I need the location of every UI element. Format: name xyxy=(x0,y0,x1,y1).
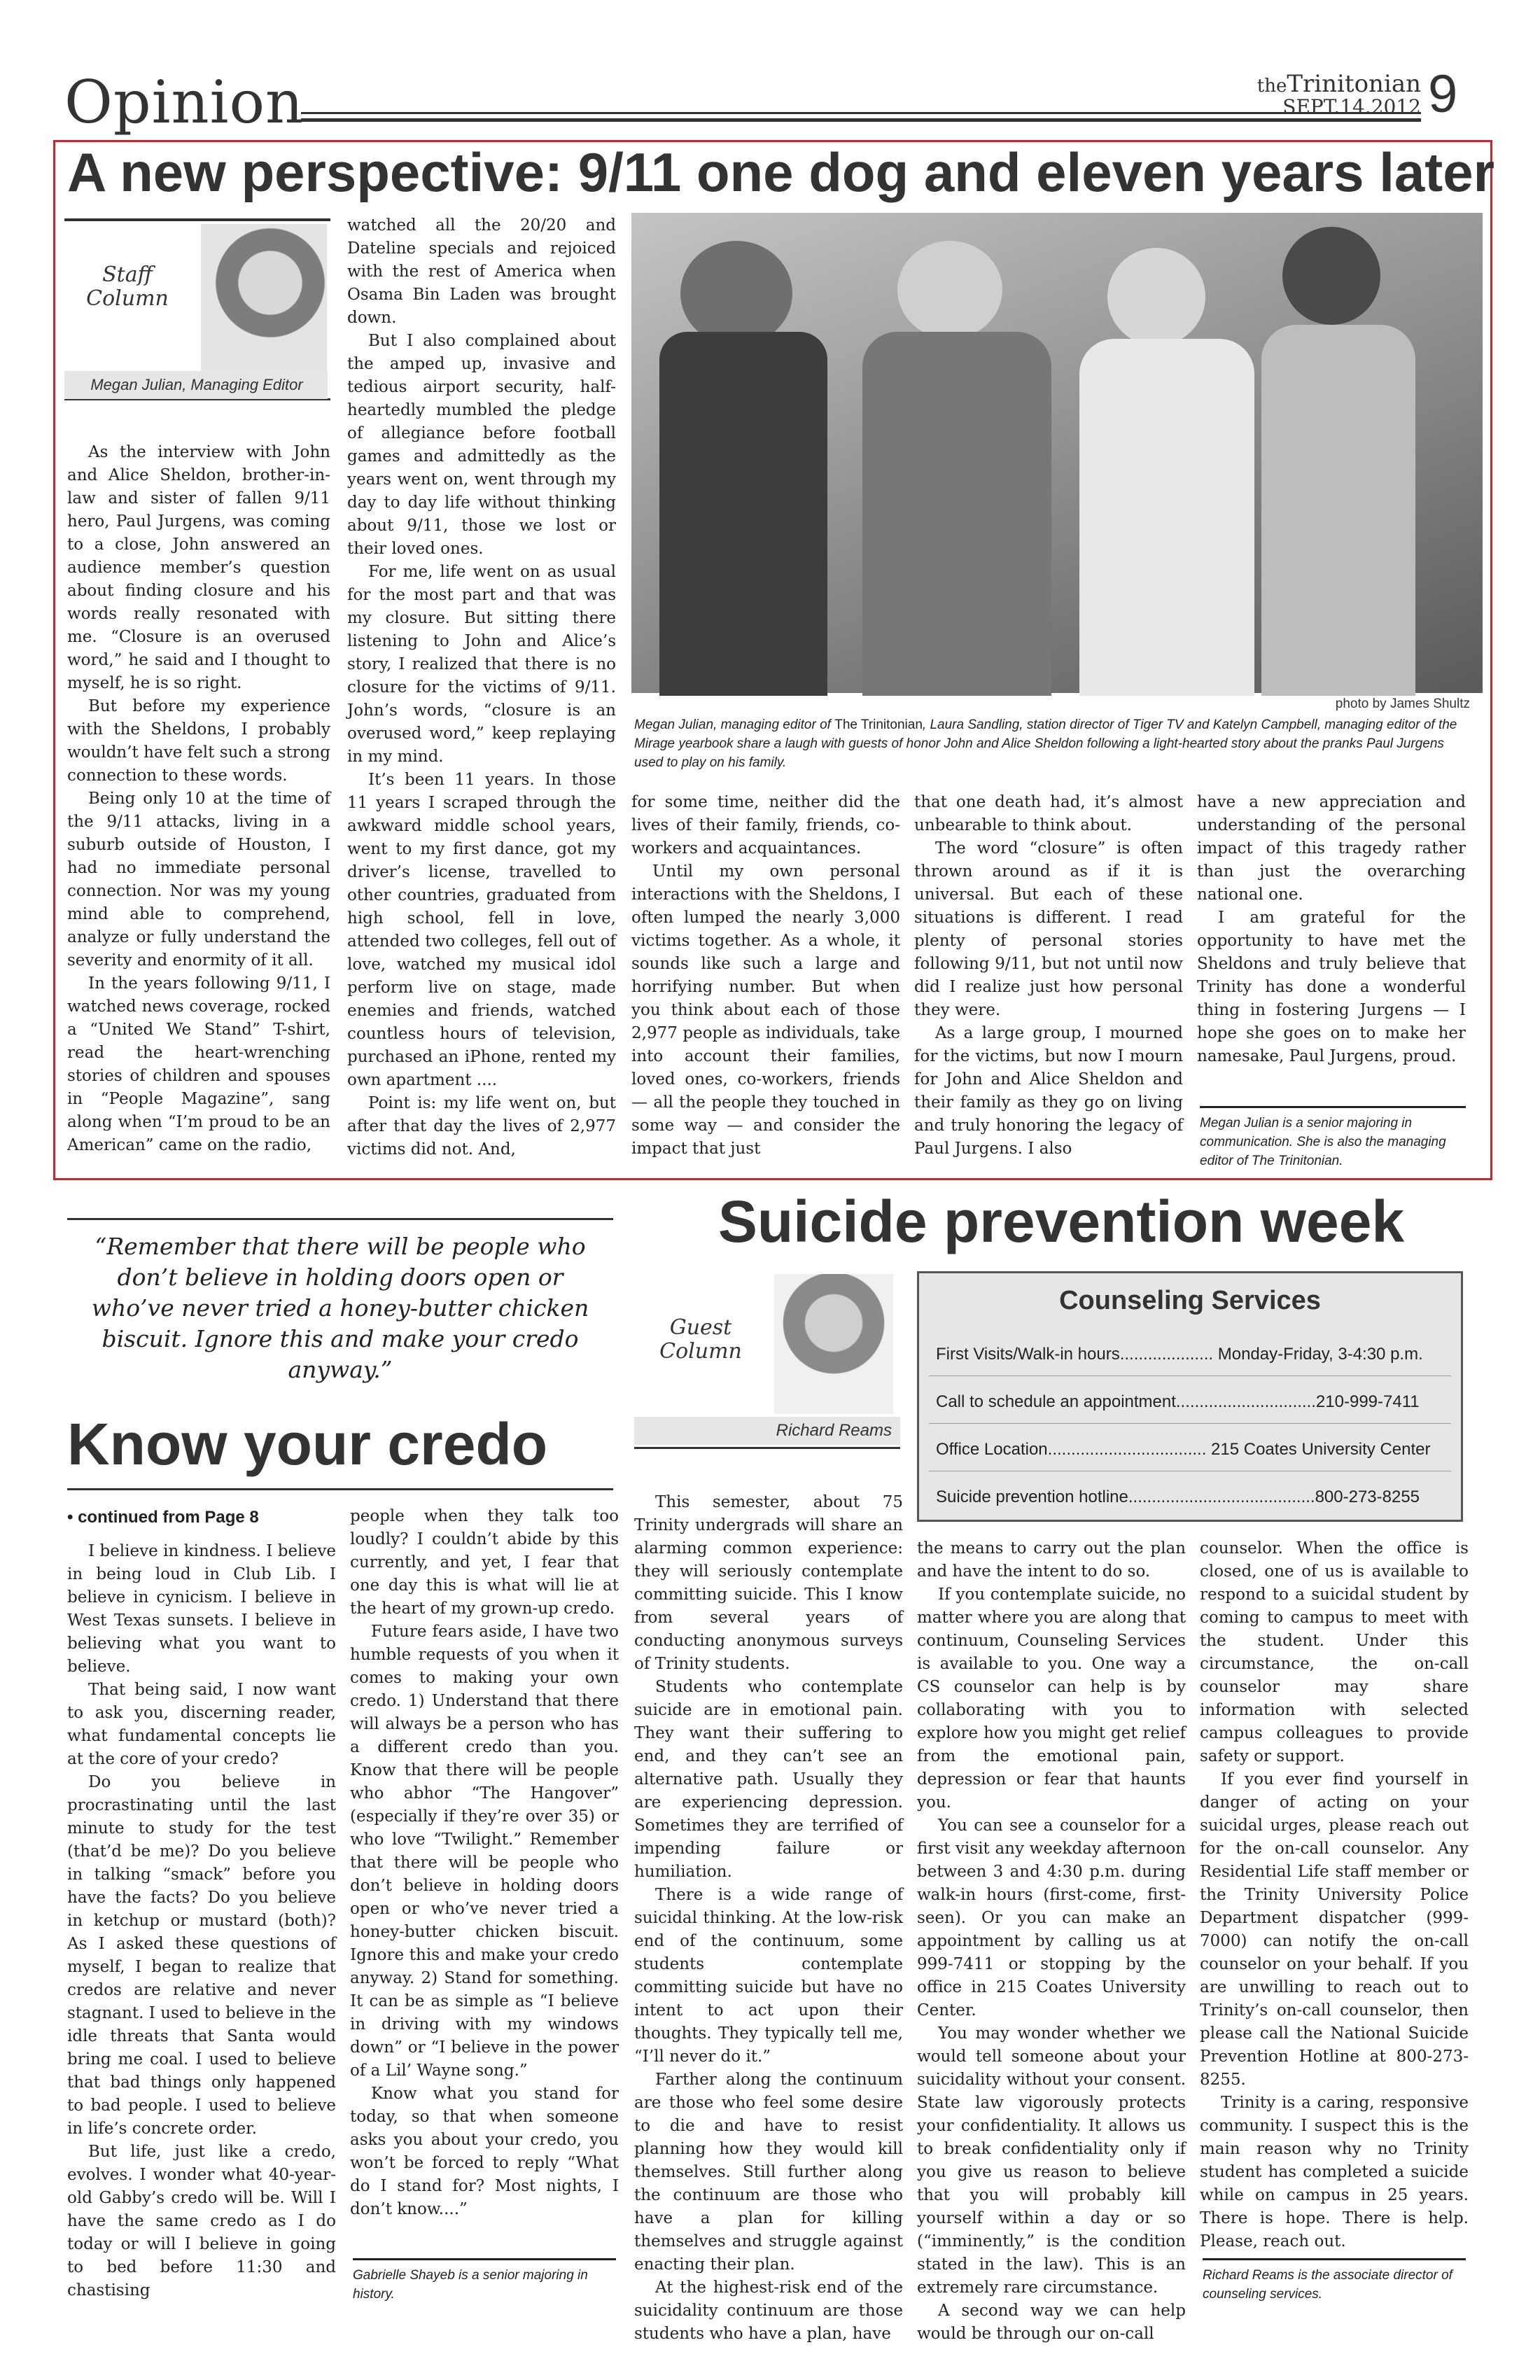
photo-caption xyxy=(634,715,1474,772)
suicide-column-1 xyxy=(634,1491,903,2343)
paragraph: But I also complained about the amped up, invasive and tedious airport security, half-heartedly mumbled the pledge of allegiance before football games and admittedly as the years went on, went through my day to day life without thinking about 9/11, those we lost or their loved ones. xyxy=(347,332,616,558)
services-row: Call to schedule an appointment..............................210-999-7411 xyxy=(936,1392,1420,1411)
services-title: Counseling Services xyxy=(1059,1286,1321,1315)
column-label: Staff Column xyxy=(86,262,169,311)
paragraph: If you ever find yourself in danger of acting on your suicidal urges, please reach out for the on-call counselor. Any Residential Life staff member or the Trinity University Police Department dispatcher (999-7000) can notify the on-call counselor on your behalf. If you are unwilling to reach out to Trinity’s on-call counselor, then please call the National Suicide Prevention Hotline at 800-273-8255. xyxy=(1200,1770,1469,2089)
paragraph: As a large group, I mourned for the victims, but now I mourn for John and Alice Sheldon and their family as they go on living and truly honoring the legacy of Paul Jurgens. I also xyxy=(914,1024,1183,1158)
paragraph: Students who contemplate suicide are in emotional pain. They want their suffering to end, and they can’t see an alternative path. Usually they are experiencing depression. Sometimes they are terrified of impending failure or humiliation. xyxy=(634,1678,903,1881)
author-tagline: Megan Julian is a senior majoring in communication. She is also the managing editor of The Trinitonian. xyxy=(1200,1106,1466,1170)
suicide-headline: Suicide prevention week xyxy=(718,1189,1405,1254)
caption-part: Megan Julian, managing editor of xyxy=(634,718,835,732)
paragraph: There is a wide range of suicidal thinking. At the low-risk end of the continuum, some students contemplate committing suicide but have no intent to act upon their thoughts. They typically tell me, “I’ll never do it.” xyxy=(634,1886,903,2066)
paragraph: But before my experience with the Sheldons, I probably wouldn’t have felt such a strong connection to these words. xyxy=(67,697,330,785)
caption-paper: The Trinitonian xyxy=(834,718,923,732)
paragraph: For me, life went on as usual for the most part and that was my closure. But sitting there listening to John and Alice’s story, I realized that there is no closure for the victims of 9/11. John’s words, “closure is an overused word,” keep replaying in my mind. xyxy=(347,563,616,766)
article-column-3 xyxy=(631,791,900,1176)
paragraph: counselor. When the office is closed, one of us is available to respond to a suicidal student by coming to campus to meet with the student. Under this circumstance, the on-call counselor may share information with selected campus colleagues to provide safety or support. xyxy=(1200,1539,1469,1765)
byline: Megan Julian, Managing Editor xyxy=(90,376,303,393)
services-row: Office Location.................................. 215 Coates University Center xyxy=(936,1440,1431,1459)
paragraph: Trinity is a caring, responsive community. I suspect this is the main reason why no Trinity student has completed a suicide while on campus in 25 years. There is hope. There is help. Please, reach out. xyxy=(1200,2094,1469,2250)
article-headline: A new perspective: 9/11 one dog and eleven years later xyxy=(67,141,1494,203)
paragraph: But life, just like a credo, evolves. I wonder what 40-year-old Gabby’s credo will be. Will I have the same credo as I do today or will I believe in going to bed before 11:30 and chastising xyxy=(67,2143,336,2300)
suicide-column-2 xyxy=(917,1537,1186,2343)
paragraph: It’s been 11 years. In those 11 years I scraped through the awkward middle school years, went to my first dance, got my driver’s license, travelled to other countries, graduated from high school, fell in love, attended two colleges, fell out of love, watched my musical idol perform live on stage, made enemies and friends, watched countless hours of television, purchased an iPhone, rented my own apartment .... xyxy=(347,771,616,1089)
services-row: Suicide prevention hotline........................................800-273-8255 xyxy=(936,1488,1420,1506)
paragraph: Know what you stand for today, so that when someone asks you about your credo, you won’t be forced to reply “What do I stand for? Most nights, I don’t know....” xyxy=(350,2085,619,2218)
photo-person xyxy=(1261,325,1415,696)
paragraph: Until my own personal interactions with the Sheldons, I often lumped the nearly 3,000 victims together. As a whole, it sounds like such a large and horrifying number. But when you think about each of those 2,977 people as individuals, take into account their families, loved ones, co-workers, friends — all the people they touched in some way — and consider the impact that just xyxy=(631,862,900,1158)
paragraph: people when they talk too loudly? I couldn’t abide by this currently, and yet, I fear that one day this is what will lie at the heart of my grown-up credo. xyxy=(350,1507,619,1618)
photo-person xyxy=(1079,339,1254,696)
article-photo xyxy=(631,213,1483,693)
issue-date: SEPT.14.2012 xyxy=(1282,95,1421,118)
paper-name-the: the xyxy=(1256,76,1287,97)
photo-person xyxy=(897,241,1002,339)
credo-column-2 xyxy=(350,1505,619,2247)
paragraph: If you contemplate suicide, no matter where you are along that continuum, Counseling Services is available to you. One way a CS counselor can help is by collaborating with you to explore how you might get relief from the emotional pain, depression or fear that haunts you. xyxy=(917,1586,1186,1812)
author-tagline: Gabrielle Shayeb is a senior majoring in history. xyxy=(353,2258,616,2304)
paragraph: You can see a counselor for a first visit any weekday afternoon between 3 and 4:30 p.m. during walk-in hours (first-come, first-seen). Or you can make an appointment by calling us at 999-7411 or stopping by the office in 215 Coates University Center. xyxy=(917,1816,1186,2019)
page-number: 9 xyxy=(1428,64,1458,124)
paragraph: for some time, neither did the lives of their family, friends, co-workers and acquaintances. xyxy=(631,793,900,858)
paragraph: Point is: my life went on, but after that day the lives of 2,977 victims did not. And, xyxy=(347,1094,616,1158)
article-column-1 xyxy=(67,441,330,1176)
paragraph: watched all the 20/20 and Dateline specials and rejoiced with the rest of America when Osama Bin Laden was brought down. xyxy=(347,216,616,327)
section-title: Opinion xyxy=(64,68,304,136)
photo-person xyxy=(862,332,1051,696)
paragraph: I believe in kindness. I believe in being loud in Club Lib. I believe in cynicism. I believe in West Texas sunsets. I believe in believing what you want to believe. xyxy=(67,1542,336,1676)
byline-bar xyxy=(634,1417,900,1445)
article-column-2 xyxy=(347,214,616,1175)
suicide-column-3 xyxy=(1200,1537,1469,2250)
credo-headline-rule xyxy=(67,1488,613,1490)
paragraph: A second way we can help would be through our on-call xyxy=(917,2302,1186,2343)
paragraph: As the interview with John and Alice Sheldon, brother-in-law and sister of fallen 9/11 hero, Paul Jurgens, was coming to a close, John answered an audience member’s question about finding closure and his words really resonated with me. “Closure is an overused word,” he said and I thought to myself, he is so right. xyxy=(67,443,330,692)
paragraph: The word “closure” is often thrown around as if it is universal. But each of these situations is different. I read plenty of personal stories following 9/11, but not until now did I realize just how personal they were. xyxy=(914,839,1183,1019)
paragraph: Being only 10 at the time of the 9/11 attacks, living in a suburb outside of Houston, I had no immediate personal connection. Nor was my young mind able to comprehend, analyze or fully understand the severity and enormity of it all. xyxy=(67,790,330,969)
photo-person xyxy=(680,241,792,346)
paragraph: Future fears aside, I have two humble requests of you when it comes to making your own credo. 1) Understand that there will always be a person who has a different credo than you. Know that there will be people who abhor “The Hangover” (especially if they’re over 35) or who love “Twilight.” Remember that there will be people who don’t believe in holding doors open or who’ve never tried a honey-butter chicken biscuit. Ignore this and make your credo anyway. 2) Stand for something. It can be as simple as “I believe in driving with my windows down” or “I believe in the power of a Lil’ Wayne song.” xyxy=(350,1623,619,2080)
credo-column-1 xyxy=(67,1505,336,2303)
byline: Richard Reams xyxy=(776,1421,892,1440)
credo-headline: Know your credo xyxy=(67,1411,548,1477)
author-tagline: Richard Reams is the associate director of counseling services. xyxy=(1203,2258,1466,2304)
photo-person xyxy=(1282,227,1380,325)
column-label: Guest Column xyxy=(659,1315,742,1364)
paragraph: Farther along the continuum are those who feel some desire to die and have to resist planning how they would kill themselves. Still further along the continuum are those who have a plan for killing themselves and struggle against enacting their plan. xyxy=(634,2071,903,2274)
pull-quote: “Remember that there will be people who don’t believe in holding doors open or who’ve never tried a honey-butter chicken biscuit. Ignore this and make your credo anyway.” xyxy=(91,1233,589,1383)
photo-person xyxy=(659,332,827,696)
byline-bar xyxy=(64,371,328,399)
services-row: First Visits/Walk-in hours.................... Monday-Friday, 3-4:30 p.m. xyxy=(936,1345,1423,1364)
masthead xyxy=(0,0,1540,140)
pull-quote-box xyxy=(67,1218,613,1401)
article-column-5 xyxy=(1197,791,1466,1085)
paragraph: This semester, about 75 Trinity undergrads will share an alarming common experience: they will seriously contemplate committing suicide. This I know from several years of conducting anonymous surveys of Trinity students. xyxy=(634,1493,903,1673)
author-photo xyxy=(201,224,327,371)
paragraph: That being said, I now want to ask you, discerning reader, what fundamental concepts lie at the core of your credo? xyxy=(67,1681,336,1768)
paragraph: In the years following 9/11, I watched news coverage, rocked a “United We Stand” T-shirt, read the heart-wrenching stories of children and spouses in “People Magazine”, sang along when “I’m proud to be an American” came on the radio, xyxy=(67,974,330,1154)
paragraph: You may wonder whether we would tell someone about your suicidality without your consent. State law vigorously protects your confidentiality. It allows us to break confidentiality only if you give us reason to believe that you will probably kill yourself within a day or so (“imminently,” is the condition stated in the law). This is an extremely rare circumstance. xyxy=(917,2024,1186,2297)
staff-column-box xyxy=(64,218,330,400)
guest-column-box xyxy=(634,1260,900,1449)
photo-credit: photo by James Shultz xyxy=(1335,696,1470,711)
paragraph: I am grateful for the opportunity to have met the Sheldons and truly believe that Trinity has done a wonderful thing in fostering Jurgens — I hope she goes on to make her namesake, Paul Jurgens, proud. xyxy=(1197,909,1466,1065)
counseling-services-box xyxy=(917,1271,1463,1522)
services-divider xyxy=(929,1423,1451,1424)
photo-person xyxy=(1107,248,1205,346)
paragraph: At the highest-risk end of the suicidality continuum are those students who have a plan, have xyxy=(634,2278,903,2343)
article-column-4 xyxy=(914,791,1183,1176)
author-photo xyxy=(774,1274,893,1414)
paper-name-main: Trinitonian xyxy=(1287,70,1421,98)
paragraph: Do you believe in procrastinating until the last minute to study for the test (that’d be me)? Do you believe in talking “smack” before you have the facts? Do you believe in ketchup or mustard (both)? As I asked these questions of myself, I began to realize that credos are relative and never stagnant. I used to believe in the idle threats that Santa would bring me coal. I used to believe that bad things only happened to bad people. I used to believe in life’s concrete order. xyxy=(67,1773,336,2138)
continued-from: • continued from Page 8 xyxy=(67,1508,259,1527)
paragraph: have a new appreciation and understanding of the personal impact of this tragedy rather than just the overarching national one. xyxy=(1197,793,1466,904)
paragraph: that one death had, it’s almost unbearable to think about. xyxy=(914,793,1183,834)
paragraph: the means to carry out the plan and have the intent to do so. xyxy=(917,1539,1186,1581)
caption-part: , Laura Sandling, station director of Tiger TV and Katelyn Campbell, managing editor of the Mirage yearbook share a laugh with guests of honor John and Alice Sheldon following a light-hearted story about the pranks Paul Jurgens used to play on his family. xyxy=(634,718,1457,770)
